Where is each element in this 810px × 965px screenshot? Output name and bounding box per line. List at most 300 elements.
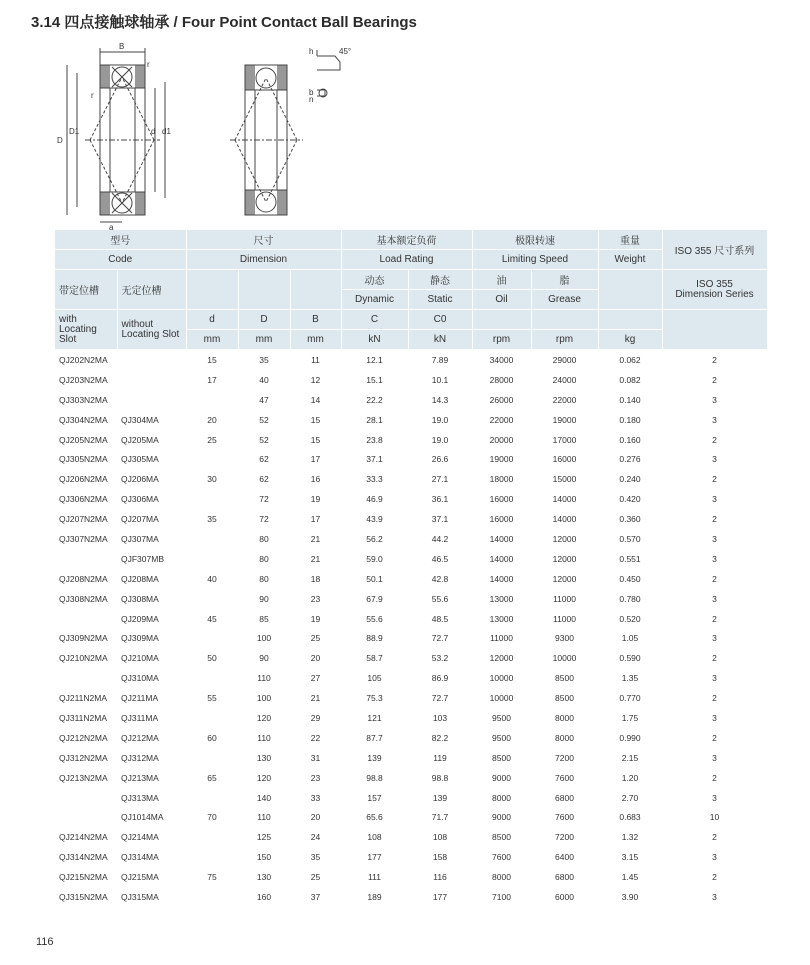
cell-code-with-slot: QJ206N2MA (59, 474, 108, 485)
cell-d (186, 390, 238, 410)
cell-D: 52 (259, 414, 269, 425)
cell-B: 37 (310, 891, 321, 902)
cell-C: 139 (367, 752, 382, 763)
cell-code-with-slot: QJ214N2MA (59, 832, 108, 843)
header-with-slot-en: with Locating Slot (55, 310, 117, 350)
cell-D: 140 (256, 792, 272, 803)
cell-code-with-slot (55, 788, 117, 808)
table-row (55, 529, 767, 549)
cell-weight: 0.551 (619, 553, 641, 564)
cell-D: 90 (259, 593, 269, 604)
header-weight-en: Weight (598, 250, 662, 270)
cell-C: 22.2 (366, 394, 383, 405)
cell-speed-grease: 9300 (555, 633, 574, 644)
cell-C0: 36.1 (431, 494, 449, 505)
header-iso-en (662, 270, 767, 310)
cell-code-with-slot: QJ305N2MA (59, 454, 108, 465)
label-D: D (57, 136, 63, 145)
cell-C: 105 (367, 673, 382, 684)
cell-weight: 0.360 (619, 514, 641, 525)
cell-speed-grease: 8500 (555, 693, 574, 704)
cell-speed-grease: 12000 (552, 533, 577, 544)
cell-d (186, 748, 238, 768)
cell-code-with-slot (55, 609, 117, 629)
cell-D: 120 (256, 772, 272, 783)
cell-code-with-slot: QJ212N2MA (59, 732, 108, 743)
cell-speed-oil: 22000 (489, 414, 514, 425)
cell-D: 110 (257, 673, 271, 684)
cell-B: 15 (310, 414, 321, 425)
header-unit-rpm-oil: rpm (472, 330, 531, 350)
cell-B: 19 (310, 613, 321, 624)
cell-C0: 119 (433, 752, 447, 763)
cell-B: 27 (310, 673, 321, 684)
header-iso-cn: ISO 355 尺寸系列 (662, 230, 767, 270)
cell-C0: 98.8 (431, 772, 449, 783)
cell-code-with-slot (55, 807, 117, 827)
cell-code-without-slot: QJ209MA (121, 613, 159, 624)
cell-C0: 72.7 (431, 693, 449, 704)
header-static-en: Static (408, 290, 472, 310)
cell-C0: 55.6 (431, 593, 449, 604)
cell-speed-grease: 24000 (552, 374, 577, 385)
cell-speed-grease: 7200 (555, 832, 574, 843)
label-B: B (119, 42, 125, 51)
header-without-slot-cn: 无定位槽 (117, 270, 186, 310)
cell-weight: 1.05 (621, 633, 639, 644)
cell-code-without-slot: QJ207MA (121, 514, 159, 525)
cell-iso-series: 2 (712, 653, 717, 664)
cell-iso-series: 3 (712, 673, 717, 684)
cell-code-without-slot (117, 350, 186, 370)
cell-B: 17 (310, 454, 321, 465)
cell-C: 43.9 (366, 514, 383, 525)
cell-C0: 42.8 (431, 573, 449, 584)
cell-D: 100 (256, 633, 272, 644)
header-oil-en: Oil (472, 290, 531, 310)
cell-d: 55 (207, 693, 217, 704)
cell-iso-series: 2 (712, 613, 717, 624)
cell-speed-oil: 12000 (489, 653, 514, 664)
cell-speed-oil: 34000 (489, 354, 514, 365)
cell-C: 177 (367, 852, 382, 863)
cell-code-with-slot (55, 549, 117, 569)
cell-iso-series: 3 (712, 553, 717, 564)
cell-C: 56.2 (366, 533, 383, 544)
cell-code-with-slot: QJ314N2MA (59, 852, 108, 863)
cell-speed-grease: 6800 (555, 872, 574, 883)
cell-d (186, 847, 238, 867)
cell-code-with-slot: QJ306N2MA (59, 494, 108, 505)
cell-code-without-slot: QJ214MA (121, 832, 159, 843)
table-row (55, 807, 767, 827)
table-row (55, 628, 767, 648)
cell-iso-series: 2 (712, 573, 717, 584)
cell-d (186, 668, 238, 688)
table-row (55, 449, 767, 469)
cell-d: 75 (207, 872, 217, 883)
cell-B: 21 (310, 553, 321, 564)
cell-speed-oil: 8000 (492, 792, 511, 803)
cell-weight: 0.570 (619, 533, 641, 544)
cell-speed-grease: 22000 (552, 394, 577, 405)
cell-C: 75.3 (366, 693, 383, 704)
cell-C0: 14.3 (431, 394, 449, 405)
cell-iso-series: 2 (712, 374, 717, 385)
table-row (55, 847, 767, 867)
cell-weight: 2.15 (621, 752, 639, 763)
cell-B: 14 (310, 394, 321, 405)
cell-speed-grease: 12000 (552, 573, 577, 584)
cell-weight: 3.90 (621, 891, 639, 902)
header-unit-mm-D: mm (238, 330, 290, 350)
header-iso-en-1: ISO 355 (696, 278, 733, 290)
cell-speed-grease: 6400 (555, 852, 574, 863)
cell-C0: 48.5 (431, 613, 449, 624)
cell-code-with-slot: QJ202N2MA (59, 354, 108, 365)
cell-C0: 108 (432, 832, 448, 843)
cell-weight: 1.32 (621, 832, 639, 843)
cell-D: 80 (259, 573, 269, 584)
cell-code-without-slot (117, 370, 186, 390)
header-static-cn: 静态 (408, 270, 472, 290)
header-iso-en-2: Dimension Series (675, 288, 754, 300)
header-grease-cn: 脂 (531, 270, 598, 290)
specifications-table (55, 230, 768, 907)
cell-code-without-slot: QJ305MA (121, 454, 159, 465)
label-a: a (109, 223, 114, 230)
cell-D: 150 (256, 852, 272, 863)
cell-iso-series: 3 (712, 494, 717, 505)
cell-C: 67.9 (366, 593, 383, 604)
cell-weight: 0.520 (619, 613, 641, 624)
cell-code-without-slot: QJ208MA (121, 573, 159, 584)
cell-speed-oil: 8500 (492, 832, 511, 843)
cell-D: 160 (256, 891, 272, 902)
cell-D: 100 (256, 693, 272, 704)
cell-iso-series: 3 (712, 454, 717, 465)
cell-C: 58.7 (366, 653, 383, 664)
header-dynamic-en: Dynamic (341, 290, 408, 310)
header-load-cn: 基本额定负荷 (341, 230, 472, 250)
header-speed-en: Limiting Speed (472, 250, 598, 270)
cell-code-with-slot: QJ309N2MA (59, 633, 108, 644)
header-load-en: Load Rating (341, 250, 472, 270)
cell-speed-oil: 14000 (489, 553, 514, 564)
cell-d: 17 (207, 374, 217, 385)
table-body (55, 350, 767, 907)
cell-B: 16 (310, 474, 321, 485)
header-dynamic-cn: 动态 (341, 270, 408, 290)
cell-code-with-slot: QJ208N2MA (59, 573, 108, 584)
cell-code-with-slot: QJ315N2MA (59, 891, 108, 902)
cell-d: 40 (207, 573, 217, 584)
cell-D: 72 (259, 514, 269, 525)
cell-C0: 177 (432, 891, 448, 902)
header-unit-mm-B: mm (290, 330, 341, 350)
cell-C0: 116 (433, 872, 447, 883)
cell-C: 88.9 (366, 633, 383, 644)
label-angle: 45° (339, 47, 352, 56)
cell-B: 18 (310, 573, 321, 584)
cell-B: 21 (310, 693, 321, 704)
cell-C: 108 (367, 832, 382, 843)
header-col-D: D (238, 310, 290, 330)
label-r1: r (91, 91, 94, 100)
page-title: 3.14 四点接触球轴承 / Four Point Contact Ball Bearings (31, 14, 417, 31)
cell-C: 157 (367, 792, 382, 803)
cell-iso-series: 2 (712, 693, 717, 704)
cell-d (186, 628, 238, 648)
cell-speed-oil: 19000 (489, 454, 514, 465)
cell-code-with-slot: QJ205N2MA (59, 434, 108, 445)
table-row (55, 390, 767, 410)
cell-D: 62 (259, 454, 269, 465)
cell-D: 110 (257, 812, 271, 823)
cell-C0: 158 (432, 852, 448, 863)
cell-iso-series: 3 (712, 414, 717, 425)
cell-speed-oil: 18000 (489, 474, 514, 485)
cell-code-with-slot: QJ210N2MA (59, 653, 108, 664)
table-row (55, 688, 767, 708)
cell-D: 130 (256, 872, 272, 883)
cell-C: 15.1 (366, 374, 383, 385)
cell-code-without-slot: QJ206MA (121, 474, 159, 485)
cell-code-without-slot: QJ215MA (121, 872, 159, 883)
cell-B: 35 (310, 852, 321, 863)
cell-code-without-slot: QJ213MA (121, 772, 159, 783)
cell-code-with-slot: QJ211N2MA (59, 693, 108, 704)
cell-weight: 0.683 (619, 812, 641, 823)
cell-code-without-slot: QJ1014MA (121, 812, 164, 823)
cell-C0: 139 (432, 792, 448, 803)
header-with-slot-cn: 带定位槽 (55, 270, 117, 310)
header-col-C0: C0 (408, 310, 472, 330)
cell-D: 35 (259, 354, 269, 365)
label-r: r (147, 60, 150, 69)
cell-iso-series: 3 (712, 792, 717, 803)
cell-B: 24 (310, 832, 321, 843)
cell-weight: 0.990 (619, 732, 641, 743)
cell-d (186, 788, 238, 808)
table-row (55, 509, 767, 529)
cell-speed-grease: 6000 (555, 891, 574, 902)
cell-C: 189 (367, 891, 382, 902)
cell-code-without-slot: QJ311MA (121, 712, 159, 723)
label-D1: D1 (69, 127, 80, 136)
cell-speed-oil: 13000 (489, 613, 514, 624)
cell-weight: 0.276 (619, 454, 641, 465)
cell-B: 19 (310, 494, 321, 505)
cell-D: 80 (259, 553, 269, 564)
cell-C0: 71.7 (431, 812, 449, 823)
cell-weight: 0.590 (619, 653, 641, 664)
cell-weight: 1.45 (621, 872, 639, 883)
cell-d (186, 589, 238, 609)
table-row (55, 748, 767, 768)
cell-code-with-slot: QJ311N2MA (59, 712, 108, 723)
cell-code-with-slot: QJ207N2MA (59, 514, 108, 525)
cell-D: 125 (256, 832, 272, 843)
table-row (55, 549, 767, 569)
cell-speed-oil: 16000 (489, 494, 514, 505)
cell-speed-grease: 10000 (552, 653, 577, 664)
cell-iso-series: 2 (712, 732, 717, 743)
cell-speed-grease: 6800 (555, 792, 574, 803)
table-row (55, 768, 767, 788)
cell-C: 98.8 (366, 772, 383, 783)
header-dimension-cn: 尺寸 (186, 230, 341, 250)
cell-speed-oil: 10000 (489, 673, 514, 684)
table-row (55, 350, 767, 370)
cell-speed-oil: 16000 (489, 514, 514, 525)
cell-C: 59.0 (366, 553, 383, 564)
cell-code-without-slot (117, 390, 186, 410)
cell-B: 33 (310, 792, 321, 803)
cell-weight: 0.140 (619, 394, 641, 405)
cell-weight: 0.082 (619, 374, 641, 385)
cell-weight: 0.240 (619, 474, 641, 485)
cell-code-without-slot: QJ313MA (121, 792, 159, 803)
table-row (55, 668, 767, 688)
cell-d (186, 449, 238, 469)
cell-speed-oil: 10000 (489, 693, 514, 704)
cell-d: 70 (207, 812, 217, 823)
table-row (55, 609, 767, 629)
cell-D: 52 (259, 434, 269, 445)
cell-code-without-slot: QJ205MA (121, 434, 159, 445)
cell-B: 23 (310, 772, 321, 783)
cell-d: 20 (207, 414, 217, 425)
cell-code-with-slot: QJ203N2MA (59, 374, 108, 385)
label-b: b (309, 88, 314, 97)
cell-C0: 19.0 (431, 434, 449, 445)
cell-code-without-slot: QJ314MA (121, 852, 159, 863)
cell-C: 33.3 (366, 474, 383, 485)
cell-speed-grease: 8000 (555, 732, 574, 743)
cell-d: 65 (207, 772, 217, 783)
table-row (55, 827, 767, 847)
cell-speed-oil: 9500 (492, 732, 511, 743)
cell-B: 20 (310, 653, 321, 664)
cell-weight: 0.450 (619, 573, 641, 584)
cell-d (186, 887, 238, 907)
cell-code-without-slot: QJ310MA (121, 673, 159, 684)
cell-speed-grease: 7600 (555, 772, 574, 783)
header-grease-en: Grease (531, 290, 598, 310)
table-row (55, 648, 767, 668)
cell-code-with-slot: QJ215N2MA (59, 872, 108, 883)
cell-code-with-slot (55, 668, 117, 688)
cell-weight: 3.15 (621, 852, 639, 863)
cell-weight: 0.180 (619, 414, 641, 425)
cell-C0: 82.2 (431, 732, 449, 743)
cell-speed-grease: 11000 (552, 593, 576, 604)
cell-iso-series: 2 (712, 832, 717, 843)
table-row (55, 469, 767, 489)
cell-C: 23.8 (366, 434, 383, 445)
cell-speed-oil: 7100 (492, 891, 511, 902)
cell-d (186, 549, 238, 569)
cell-C: 65.6 (366, 812, 383, 823)
cell-speed-oil: 13000 (489, 593, 514, 604)
cell-d (186, 827, 238, 847)
cell-B: 29 (310, 712, 321, 723)
cell-d: 45 (207, 613, 217, 624)
cell-C0: 27.1 (431, 474, 449, 485)
cell-weight: 0.160 (619, 434, 641, 445)
header-oil-cn: 油 (472, 270, 531, 290)
cell-code-without-slot: QJ312MA (121, 752, 159, 763)
cell-B: 17 (310, 514, 321, 525)
cell-D: 72 (259, 494, 269, 505)
bearing-drawing (55, 40, 375, 230)
header-model-en: Code (55, 250, 186, 270)
header-col-d: d (186, 310, 238, 330)
cell-code-with-slot: QJ303N2MA (59, 394, 108, 405)
cell-iso-series: 2 (712, 772, 717, 783)
cell-speed-oil: 9500 (492, 712, 511, 723)
cell-speed-grease: 11000 (552, 613, 576, 624)
cell-speed-grease: 14000 (552, 514, 577, 525)
cell-iso-series: 2 (712, 474, 717, 485)
cell-C0: 44.2 (431, 533, 449, 544)
cell-weight: 2.70 (621, 792, 639, 803)
cell-B: 22 (310, 732, 321, 743)
cell-C0: 53.2 (431, 653, 449, 664)
cell-C: 37.1 (366, 454, 383, 465)
cell-D: 90 (259, 653, 269, 664)
cell-speed-grease: 7200 (555, 752, 574, 763)
table-row (55, 887, 767, 907)
cell-D: 80 (259, 533, 269, 544)
cell-code-without-slot: QJ307MA (121, 533, 159, 544)
cell-weight: 1.35 (621, 673, 639, 684)
cell-speed-oil: 28000 (489, 374, 514, 385)
header-unit-kN-C: kN (341, 330, 408, 350)
cell-iso-series: 3 (712, 752, 717, 763)
cell-C0: 86.9 (431, 673, 449, 684)
header-dimension-en: Dimension (186, 250, 341, 270)
cell-speed-grease: 7600 (555, 812, 574, 823)
cell-iso-series: 3 (712, 891, 717, 902)
cell-C: 111 (368, 872, 381, 883)
cell-B: 25 (310, 633, 321, 644)
cell-iso-series: 2 (712, 514, 717, 525)
header-unit-rpm-grease: rpm (531, 330, 598, 350)
cell-C: 46.9 (366, 494, 383, 505)
cell-code-without-slot: QJ315MA (121, 891, 159, 902)
cell-d (186, 708, 238, 728)
cell-speed-oil: 7600 (492, 852, 511, 863)
header-speed-cn: 极限转速 (472, 230, 598, 250)
cell-C0: 7.89 (431, 354, 449, 365)
page-number: 116 (36, 936, 54, 948)
label-d: d (151, 127, 156, 136)
cell-iso-series: 3 (712, 533, 717, 544)
table-row (55, 788, 767, 808)
cell-weight: 1.75 (621, 712, 639, 723)
cell-speed-grease: 8500 (555, 673, 574, 684)
table-row (55, 728, 767, 748)
label-n: n (309, 95, 314, 104)
cell-D: 110 (257, 732, 271, 743)
cell-iso-series: 3 (712, 712, 717, 723)
cell-iso-series: 10 (709, 812, 720, 823)
cell-B: 12 (310, 374, 321, 385)
label-h: h (309, 47, 314, 56)
table-row (55, 370, 767, 390)
